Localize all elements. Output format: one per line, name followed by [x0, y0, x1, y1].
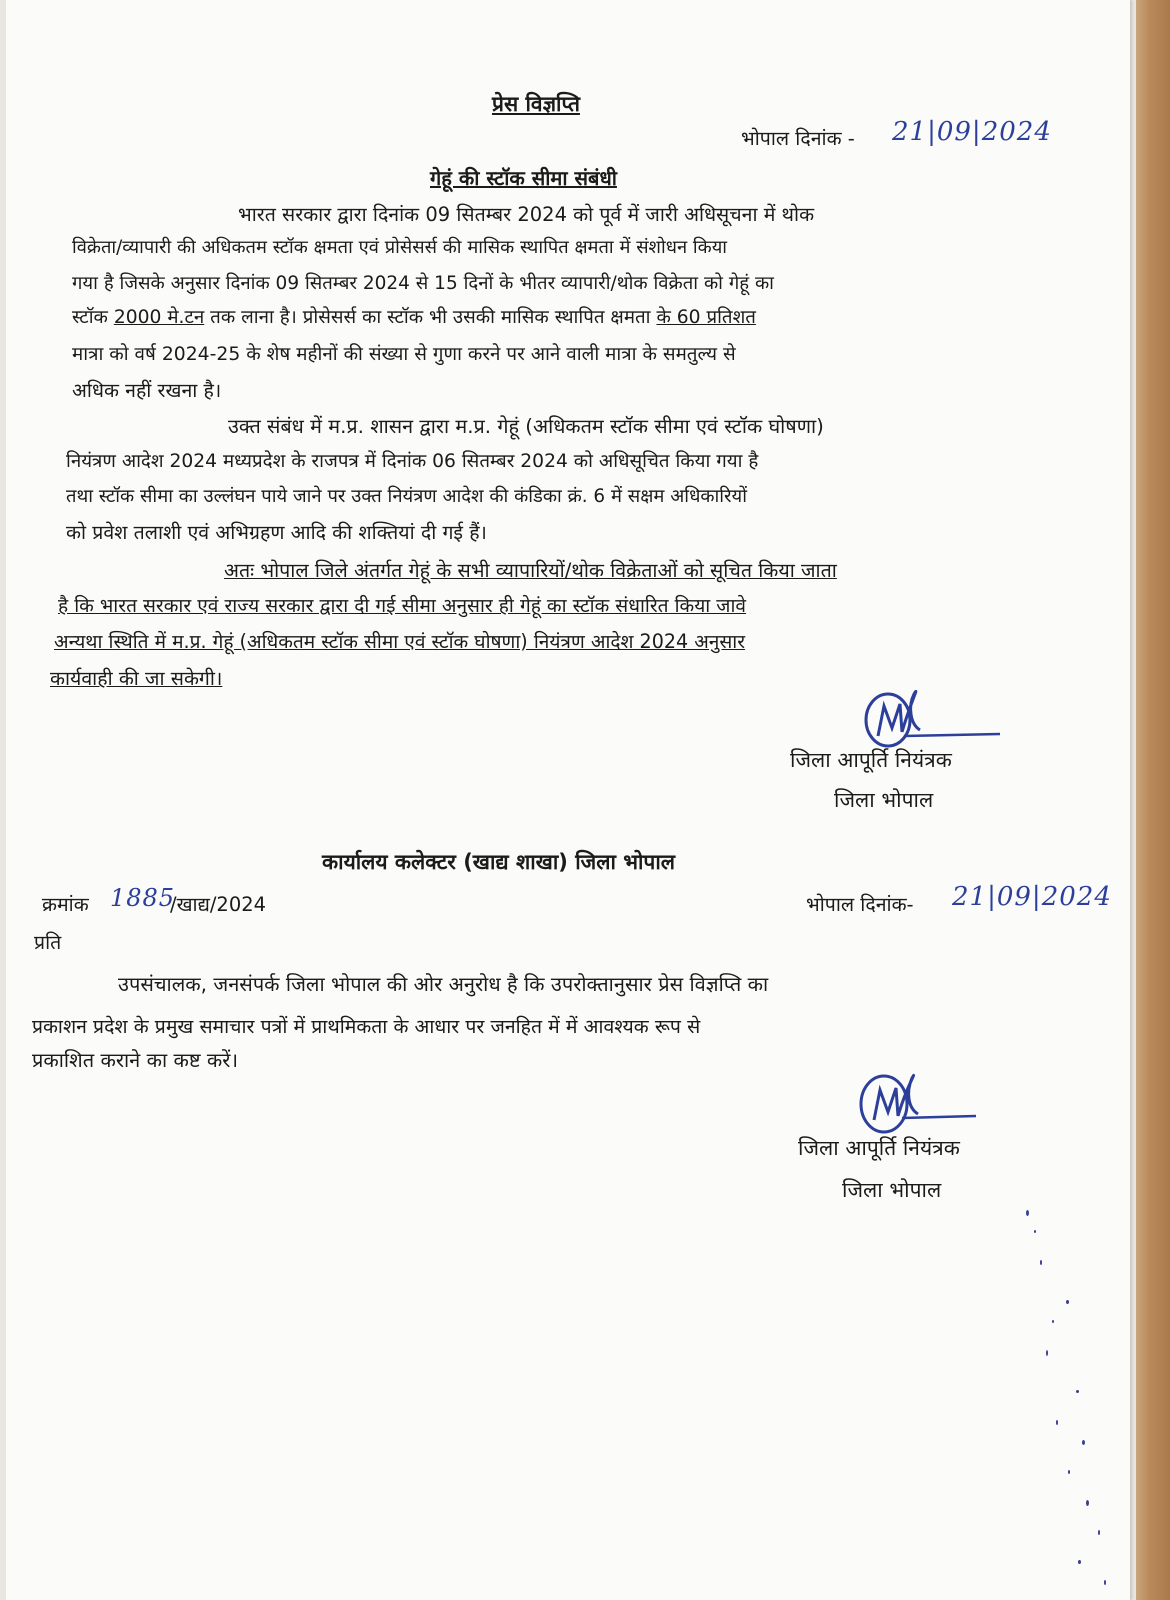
office-heading: कार्यालय कलेक्टर (खाद्य शाखा) जिला भोपाल: [322, 850, 676, 874]
para3-line-3: अन्यथा स्थिति में म.प्र. गेहूं (अधिकतम स्टॉक सीमा एवं स्टॉक घोषणा) नियंत्रण आदेश 2024 अनुसार: [54, 630, 746, 653]
ref-prefix: क्रमांक: [42, 893, 89, 916]
forwarding-body-line-1: उपसंचालक, जनसंपर्क जिला भोपाल की ओर अनुरोध है कि उपरोक्तानुसार प्रेस विज्ञप्ति का: [118, 972, 769, 996]
forwarding-date-handwritten: 21|09|2024: [952, 882, 1112, 912]
forwarding-body-line-2: प्रकाशन प्रदेश के प्रमुख समाचार पत्रों में प्राथमिकता के आधार पर जनहित में में आवश्यक रूप से: [32, 1015, 701, 1038]
press-release-title: प्रेस विज्ञप्ति: [492, 92, 580, 116]
sixty-percent-capacity: के 60 प्रतिशत: [656, 307, 756, 328]
para1-line-2: विक्रेता/व्यापारी की अधिकतम स्टॉक क्षमता एवं प्रोसेसर्स की मासिक स्थापित क्षमता में संशोधन किया: [72, 237, 728, 258]
para3-line-4: कार्यवाही की जा सकेगी।: [50, 667, 223, 690]
to-label: प्रति: [34, 931, 62, 954]
para3-line-1: अतः भोपाल जिले अंतर्गत गेहूं के सभी व्यापारियों/थोक विक्रेताओं को सूचित किया जाता: [224, 559, 837, 582]
para2-line-4: को प्रवेश तलाशी एवं अभिग्रहण आदि की शक्तियां दी गई हैं।: [66, 521, 487, 544]
para1-line4-text-a: स्टॉक: [72, 307, 114, 328]
forwarding-body-line-3: प्रकाशित कराने का कष्ट करें।: [32, 1048, 239, 1072]
para1-line-3: गया है जिसके अनुसार दिनांक 09 सितम्बर 2024 से 15 दिनों के भीतर व्यापारी/थोक विक्रेता को गेहूं का: [72, 273, 774, 294]
subject-heading: गेहूं की स्टॉक सीमा संबंधी: [430, 166, 617, 190]
signatory-1-district: जिला भोपाल: [834, 788, 934, 812]
para3-line-2: है कि भारत सरकार एवं राज्य सरकार द्वारा दी गई सीमा अनुसार ही गेहूं का स्टॉक संधारित किया जावे: [58, 594, 747, 617]
para1-line-5: मात्रा को वर्ष 2024-25 के शेष महीनों की संख्या से गुणा करने पर आने वाली मात्रा के समतुल्य से: [72, 344, 736, 365]
stock-limit-2000-mt: 2000 मे.टन: [113, 307, 205, 328]
para2-line-3: तथा स्टॉक सीमा का उल्लंघन पाये जाने पर उक्त नियंत्रण आदेश की कंडिका क्रं. 6 में सक्षम अधिकारियों: [66, 486, 747, 507]
para1-line-1: भारत सरकार द्वारा दिनांक 09 सितम्बर 2024 को पूर्व में जारी अधिसूचना में थोक: [238, 203, 815, 226]
para2-line-1: उक्त संबंध में म.प्र. शासन द्वारा म.प्र. गेहूं (अधिकतम स्टॉक सीमा एवं स्टॉक घोषणा): [228, 415, 824, 438]
press-release-date-handwritten: 21|09|2024: [892, 117, 1052, 147]
forwarding-place-date-label: भोपाल दिनांक-: [806, 893, 914, 916]
signatory-2-designation: जिला आपूर्ति नियंत्रक: [798, 1136, 960, 1160]
ref-suffix: /खाद्य/2024: [170, 893, 267, 916]
signature-1: [850, 684, 1010, 754]
scan-background-edge: [1136, 0, 1170, 1600]
ref-number-handwritten: 1885: [110, 884, 176, 912]
para2-line-2: नियंत्रण आदेश 2024 मध्यप्रदेश के राजपत्र में दिनांक 06 सितम्बर 2024 को अधिसूचित किया गया है: [66, 451, 759, 472]
document-page: [6, 0, 1130, 1600]
press-release-place-date-label: भोपाल दिनांक -: [741, 127, 855, 150]
para1-line-6: अधिक नहीं रखना है।: [72, 379, 222, 402]
para1-line4-text-b: तक लाना है। प्रोसेसर्स का स्टॉक भी उसकी मासिक स्थापित क्षमता: [204, 307, 657, 328]
signatory-1-designation: जिला आपूर्ति नियंत्रक: [790, 748, 952, 772]
signature-2: [846, 1068, 1006, 1140]
signatory-2-district: जिला भोपाल: [842, 1178, 942, 1202]
para1-line-4: [72, 304, 756, 329]
